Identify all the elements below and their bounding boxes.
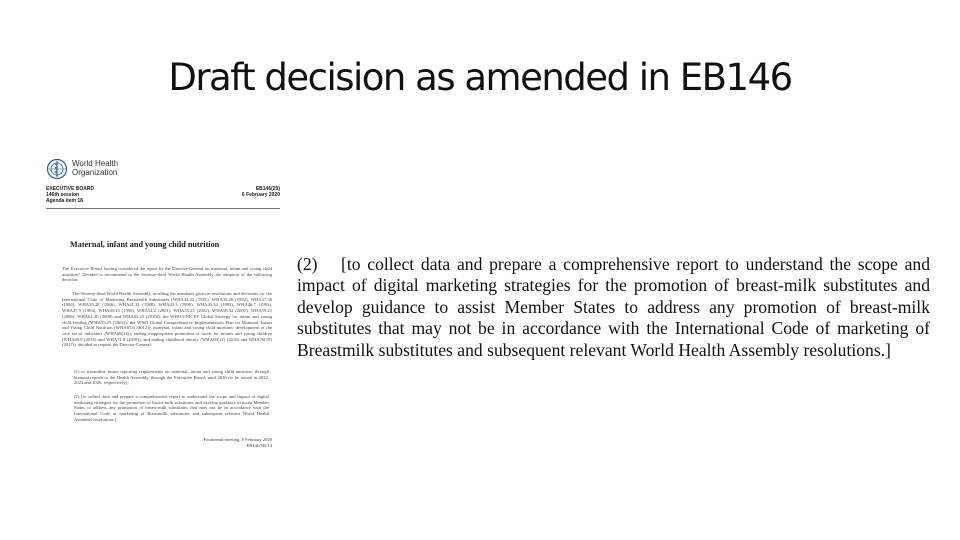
slide-title: Draft decision as amended in EB146 xyxy=(168,56,792,99)
org-line: World Health xyxy=(72,159,119,168)
enlarged-excerpt xyxy=(297,254,930,361)
record-ref: EB146/SR/14 xyxy=(246,443,272,448)
excerpt-text: [to collect data and prepare a comprehensive report to understand the scope and impact of digital marketing strategies for the promotion of breast-milk substitutes and develop guidance to assist Member States to address any promotion of breast-milk substitutes that may not be in accordance with the International Code of marketing of Breastmilk substitutes and subsequent relevant World Health Assembly resolutions.] xyxy=(297,254,930,360)
organization-name xyxy=(72,159,118,177)
meeting-line: Fourteenth meeting, 8 February 2020 xyxy=(203,437,272,442)
list-item: (1) to streamline future reporting requirements on maternal, infant and young child nutrition, through biennial reports to the Health Assembly, through the Executive Board, until 2030 (to be issued in 2022, 2024 and 2026, respectively); xyxy=(74,369,269,386)
session: 146th session xyxy=(46,192,80,199)
header-divider xyxy=(46,208,280,209)
doc-reference xyxy=(242,186,280,198)
document-thumbnail xyxy=(44,152,284,462)
agenda-item: Agenda item 18 xyxy=(46,198,83,205)
document-footer xyxy=(203,437,272,449)
org-line: Organization xyxy=(72,168,118,177)
paragraph: The Seventy-third World Health Assembly, recalling the mandates given in resolutions and decisions on: the International Code of Marketing Breastmilk Substitutes (WHA34.22 (1981), WHA35.26 (1982), WHA37.30 (1984), WHA39.28 (1986), WHA41.11 (1988), WHA43.3 (1990), WHA45.34 (1992), WHA46.7 (1993), WHA47.5 (1994), WHA49.15 (1996), WHA54.2 (2001), WHA55.25 (2002), WHA58.32 (2005), WHA59.21 (2006), WHA61.20 (2008) and WHA63.23 (2010)); the WHO/UNICEF Global Strategy for infant and young child feeding (WHA55.25 (2002)); the WHO Global Comprehensive Implementation Plan on Maternal, Infant and Young Child Nutrition (WHA65.6 (2012)); maternal, infant and young child nutrition: development of the core set of indicators (WHA68(14)); ending inappropriate promotion of foods for infants and young children (WHA69.9 (2016) and WHA71.9 (2018)), and ending childhood obesity (WHA69(12) (2016) and WHA70(19) (2017)), decided to request the Director-General: xyxy=(62,291,272,348)
who-emblem-icon xyxy=(46,158,68,180)
excerpt-number: (2) xyxy=(297,254,318,274)
board-info xyxy=(46,186,94,205)
board-name: EXECUTIVE BOARD xyxy=(46,186,95,192)
list-item: (2) [to collect data and prepare a comprehensive report to understand the scope and impact of digital marketing strategies for the promotion of breast-milk substitutes and develop guidance to assist Member States to address any promotion of breast-milk substitutes that may not be in accordance with the International Code of marketing of Breastmilk substitutes and subsequent relevant World Health Assembly resolutions.] xyxy=(74,394,269,422)
paragraph: The Executive Board, having considered the report by the Director-General on maternal, infant and young child nutrition,¹ Decided to recommend to the Seventy-third World Health Assembly the adoption of the following decision: xyxy=(62,266,272,283)
document-title: Maternal, infant and young child nutrition xyxy=(70,240,220,249)
doc-date: 6 February 2020 xyxy=(241,192,280,199)
doc-ref: EB146(20) xyxy=(255,186,280,192)
